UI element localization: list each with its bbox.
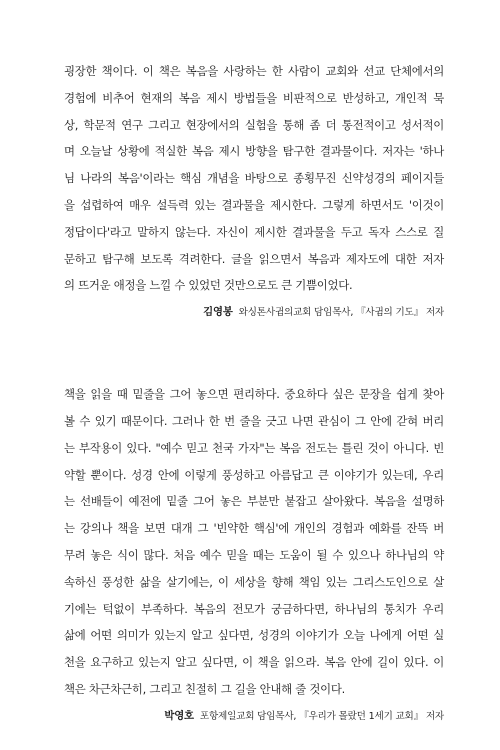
- endorsement-2: [64, 381, 444, 724]
- page-content: [64, 58, 444, 724]
- text-line: 책은 차근차근히, 그리고 친절히 그 길을 안내해 줄 것이다.: [64, 681, 346, 696]
- text-line: 상, 학문적 연구 그리고 현장에서의 실험을 통해 좀 더 통전적이고 성서적이: [64, 117, 444, 132]
- endorsement-1: [64, 58, 444, 320]
- endorsement-2-attribution: [64, 709, 444, 724]
- author-name: 김영봉: [203, 306, 233, 319]
- text-line: 문하고 탐구해 보도록 격려한다. 글을 읽으면서 복음과 제자도에 대한 저자: [64, 251, 444, 266]
- endorsement-1-attribution: [64, 305, 444, 320]
- author-name: 박영호: [164, 709, 194, 722]
- text-line: 는 선배들이 예전에 밑줄 그어 놓은 부분만 붙잡고 살아왔다. 복음을 설명하: [64, 494, 444, 509]
- text-line: 천을 요구하고 있는지 알고 싶다면, 이 책을 읽으라. 복음 안에 길이 있다. 이: [64, 655, 444, 670]
- text-line: 님 나라의 복음'이라는 핵심 개념을 바탕으로 종횡무진 신약성경의 페이지들: [64, 171, 444, 186]
- text-line: 기에는 턱없이 부족하다. 복음의 전모가 궁금하다면, 하나님의 통치가 우리: [64, 601, 444, 616]
- author-info: 포항제일교회 담임목사, 『우리가 몰랐던 1세기 교회』 저자: [199, 710, 444, 722]
- text-line: 며 오늘날 상황에 적실한 복음 제시 방향을 탐구한 결과물이다. 저자는 '하나: [64, 144, 444, 159]
- text-line: 는 강의나 책을 보면 대개 그 '빈약한 핵심'에 개인의 경험과 예화를 잔뜩 버: [64, 521, 444, 536]
- text-line: 볼 수 있기 때문이다. 그러나 한 번 줄을 긋고 나면 관심이 그 안에 갇혀 버리: [64, 413, 444, 428]
- endorsement-1-text: [64, 58, 444, 299]
- text-line: 책을 읽을 때 밑줄을 그어 놓으면 편리하다. 중요하다 싶은 문장을 쉽게 찾아: [64, 387, 444, 402]
- text-line: 무려 놓은 식이 많다. 처음 예수 믿을 때는 도움이 될 수 있으나 하나님의 약: [64, 547, 444, 562]
- text-line: 삶에 어떤 의미가 있는지 알고 싶다면, 성경의 이야기가 오늘 나에게 어떤 실: [64, 628, 444, 643]
- text-line: 정답이다'라고 말하지 않는다. 자신이 제시한 결과물을 두고 독자 스스로 질: [64, 224, 444, 239]
- text-line: 굉장한 책이다. 이 책은 복음을 사랑하는 한 사람이 교회와 선교 단체에서의: [64, 64, 444, 78]
- text-line: 경험에 비추어 현재의 복음 제시 방법들을 비판적으로 반성하고, 개인적 묵: [64, 90, 444, 105]
- text-line: 속하신 풍성한 삶을 살기에는, 이 세상을 향해 책임 있는 그리스도인으로 살: [64, 574, 444, 589]
- endorsement-2-text: [64, 381, 444, 703]
- author-info: 와싱톤사귐의교회 담임목사, 『사귐의 기도』 저자: [238, 307, 444, 319]
- text-line: 의 뜨거운 애정을 느낄 수 있었던 것만으로도 큰 기쁨이었다.: [64, 278, 353, 293]
- text-line: 는 부작용이 있다. "예수 믿고 천국 가자"는 복음 전도는 틀린 것이 아니다. 빈: [64, 440, 444, 455]
- text-line: 을 섭렵하여 매우 설득력 있는 결과물을 제시한다. 그렇게 하면서도 '이것이: [64, 197, 444, 212]
- text-line: 약할 뿐이다. 성경 안에 이렇게 풍성하고 아름답고 큰 이야기가 있는데, 우리: [64, 467, 444, 482]
